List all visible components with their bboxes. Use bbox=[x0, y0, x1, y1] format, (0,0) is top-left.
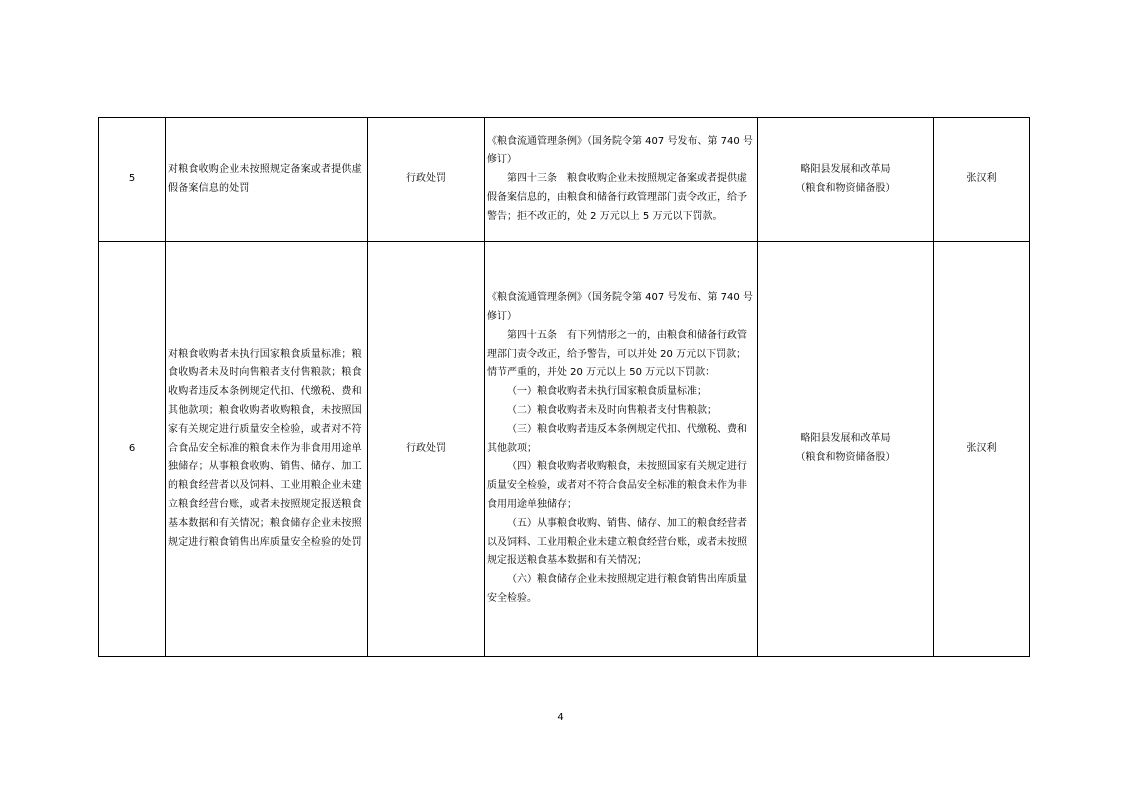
item-type: 行政处罚 bbox=[368, 118, 485, 242]
responsible-department bbox=[758, 242, 934, 657]
legal-basis-paragraph: （二）粮食收购者未及时向售粮者支付售粮款； bbox=[507, 405, 717, 416]
table-row bbox=[99, 118, 1030, 242]
legal-basis-title: 《粮食流通管理条例》（国务院令第 407 号发布、第 740 号修订） bbox=[487, 292, 753, 323]
responsible-person: 张汉利 bbox=[934, 242, 1030, 657]
legal-basis-paragraph: （五）从事粮食收购、销售、储存、加工的粮食经营者以及饲料、工业用粮企业未建立粮食经营台账，或者未按照规定报送粮食基本数据和有关情况； bbox=[487, 517, 747, 567]
legal-basis-paragraph: 第四十五条 有下列情形之一的，由粮食和储备行政管理部门责令改正，给予警告，可以并处 20 万元以下罚款；情节严重的，并处 20 万元以上 50 万元以下罚款： bbox=[487, 329, 747, 379]
item-name: 对粮食收购企业未按照规定备案或者提供虚假备案信息的处罚 bbox=[166, 118, 368, 242]
legal-basis-paragraph: （三）粮食收购者违反本条例规定代扣、代缴税、费和其他款项； bbox=[487, 423, 747, 454]
legal-basis bbox=[485, 118, 758, 242]
item-name: 对粮食收购者未执行国家粮食质量标准；粮食收购者未及时向售粮者支付售粮款；粮食收购者违反本条例规定代扣、代缴税、费和其他款项；粮食收购者收购粮食，未按照国家有关规定进行质量安全检验，或者对不符合食品安全标准的粮食未作为非食用用途单独储存；从事粮食收购、销售、储存、加工的粮食经营者以及饲料、工业用粮企业未建立粮食经营台账，或者未按照规定报送粮食基本数据和有关情况；粮食储存企业未按照规定进行粮食销售出库质量安全检验的处罚 bbox=[166, 242, 368, 657]
legal-basis-paragraph: （一）粮食收购者未执行国家粮食质量标准； bbox=[507, 386, 707, 398]
row-number: 6 bbox=[99, 242, 166, 657]
department-name: 略阳县发展和改革局 bbox=[800, 163, 891, 175]
department-unit: （粮食和物资储备股） bbox=[795, 182, 896, 194]
legal-basis-paragraph: （四）粮食收购者收购粮食，未按照国家有关规定进行质量安全检验，或者对不符合食品安全标准的粮食未作为非食用用途单独储存； bbox=[487, 461, 747, 510]
department-name: 略阳县发展和改革局 bbox=[800, 433, 891, 445]
legal-basis-paragraph: （六）粮食储存企业未按照规定进行粮食销售出库质量安全检验。 bbox=[487, 574, 747, 604]
responsible-person: 张汉利 bbox=[934, 118, 1030, 242]
legal-basis bbox=[485, 242, 758, 657]
legal-basis-title: 《粮食流通管理条例》（国务院令第 407 号发布、第 740 号修订） bbox=[487, 135, 753, 166]
legal-basis-paragraph: 第四十三条 粮食收购企业未按照规定备案或者提供虚假备案信息的，由粮食和储备行政管理部门责令改正，给予警告；拒不改正的，处 2 万元以上 5 万元以下罚款。 bbox=[487, 173, 747, 222]
table-row bbox=[99, 242, 1030, 657]
row-number: 5 bbox=[99, 118, 166, 242]
responsible-department bbox=[758, 118, 934, 242]
page-number: 4 bbox=[557, 712, 564, 723]
department-unit: （粮食和物资储备股） bbox=[795, 452, 896, 463]
penalty-table bbox=[98, 117, 1030, 657]
item-type: 行政处罚 bbox=[368, 242, 485, 657]
